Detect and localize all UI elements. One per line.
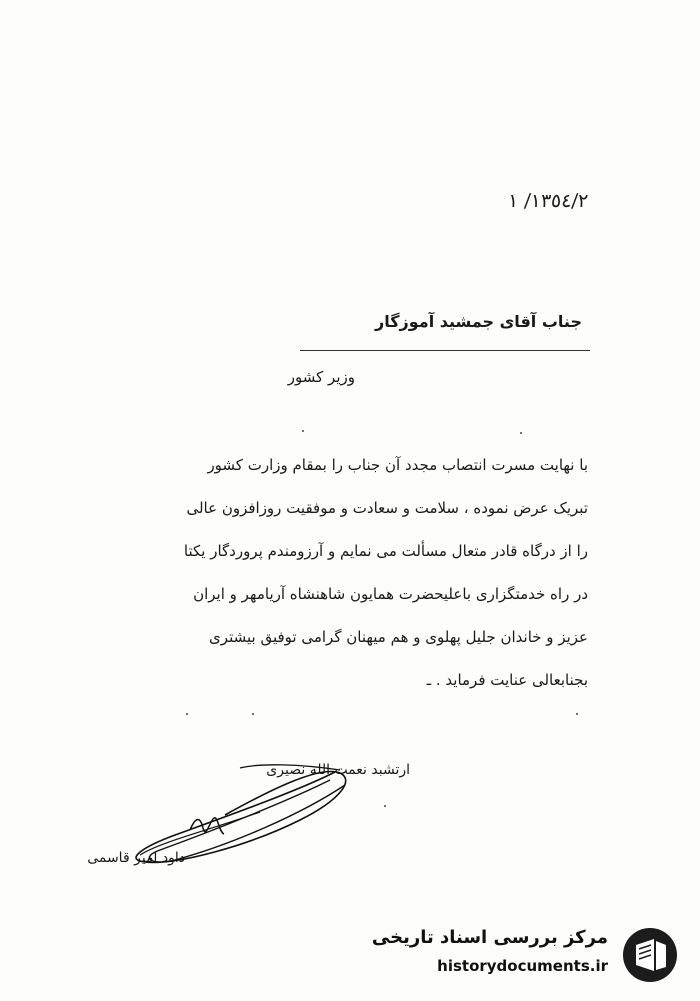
signatory-amirghasemi: داود امیر قاسمی	[87, 850, 185, 866]
scan-speck	[576, 713, 578, 715]
archive-watermark	[371, 925, 686, 987]
letter-date: ١٣٥٤/٢/ ١	[507, 190, 589, 212]
body-line: در راه خدمتگزاری باعلیحضرت همایون شاهنشاه آریامهر و ایران	[193, 585, 588, 603]
minister-title: وزیر کشور	[287, 368, 355, 386]
scan-speck	[520, 432, 522, 434]
body-line: را از درگاه قادر متعال مسألت می نمایم و آرزومندم پروردگار یکتا	[183, 542, 588, 560]
addressee-underline	[300, 350, 590, 351]
addressee-line: جناب آقای جمشید آموزگار	[375, 312, 582, 331]
scan-speck	[384, 805, 386, 807]
scan-speck	[302, 430, 304, 432]
scan-speck	[252, 713, 254, 715]
watermark-url: historydocuments.ir	[437, 957, 608, 975]
body-line: بجنابعالی عنایت فرماید . ـ	[426, 671, 588, 689]
body-line: با نهایت مسرت انتصاب مجدد آن جناب را بمقام وزارت کشور	[207, 456, 588, 474]
watermark-title: مرکز بررسی اسناد تاریخی	[371, 927, 608, 948]
body-line: تبریک عرض نموده ، سلامت و سعادت و موفقیت روزافزون عالی	[186, 499, 588, 517]
archive-logo-icon	[620, 925, 680, 985]
scan-speck	[186, 713, 188, 715]
signatory-nasiri: ارتشبد نعمت الله نصیری	[266, 762, 410, 778]
body-line: عزیز و خاندان جلیل پهلوی و هم میهنان گرامی توفیق بیشتری	[209, 628, 588, 646]
letter-body	[118, 444, 588, 702]
